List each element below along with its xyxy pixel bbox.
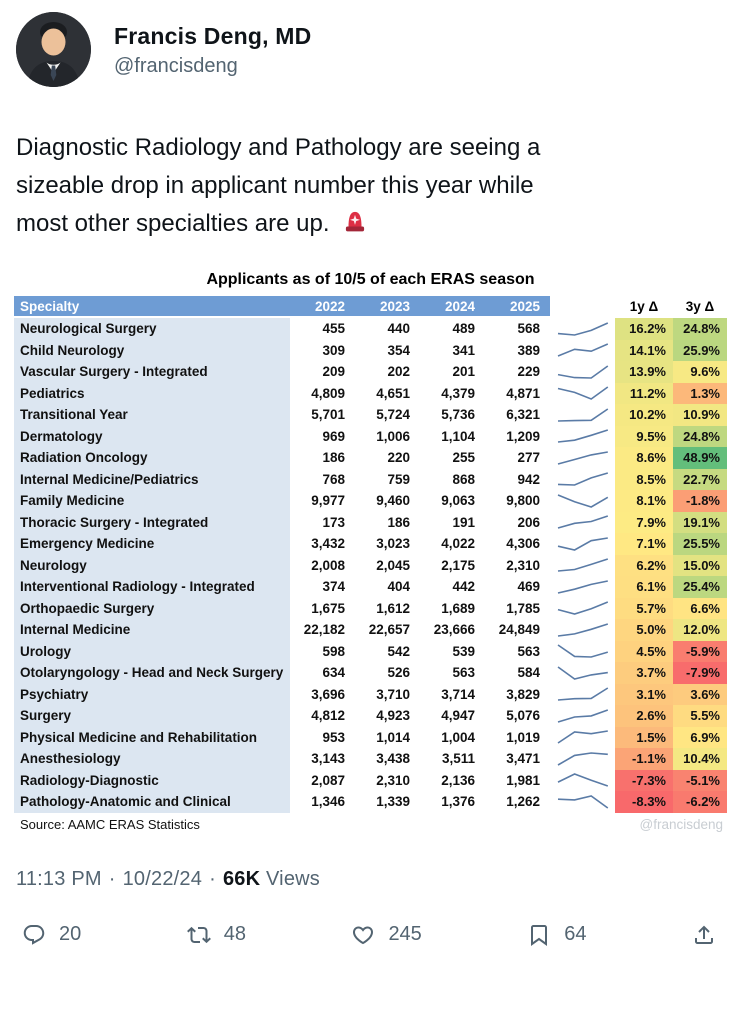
specialty-name: Interventional Radiology - Integrated (14, 576, 290, 598)
specialty-name: Urology (14, 641, 290, 663)
trend-sparkline (550, 318, 615, 340)
trend-sparkline-graphic (554, 406, 612, 424)
applicant-count: 1,612 (355, 598, 420, 620)
trend-sparkline (550, 576, 615, 598)
post-time: 11:13 PM (16, 867, 102, 890)
specialty-name: Internal Medicine/Pediatrics (14, 469, 290, 491)
applicant-count: 539 (420, 641, 485, 663)
delta-1y: 7.1% (615, 533, 673, 555)
delta-3y: 24.8% (673, 426, 727, 448)
delta-1y: 16.2% (615, 318, 673, 340)
applicant-count: 526 (355, 662, 420, 684)
trend-sparkline (550, 727, 615, 749)
delta-1y: 10.2% (615, 404, 673, 426)
applicant-count: 374 (290, 576, 355, 598)
specialty-name: Radiation Oncology (14, 447, 290, 469)
col-header-3y-delta: 3y Δ (673, 296, 727, 318)
specialty-name: Orthopaedic Surgery (14, 598, 290, 620)
trend-sparkline (550, 447, 615, 469)
specialty-name: Dermatology (14, 426, 290, 448)
repost-icon (187, 923, 211, 947)
applicant-count: 2,175 (420, 555, 485, 577)
applicant-count: 309 (290, 340, 355, 362)
trend-sparkline-graphic (554, 771, 612, 789)
applicant-count: 563 (420, 662, 485, 684)
table-watermark: @francisdeng (639, 816, 723, 832)
post-text (16, 129, 730, 243)
post-text-line (16, 205, 730, 243)
delta-1y: 9.5% (615, 426, 673, 448)
applicant-count: 3,471 (485, 748, 550, 770)
delta-3y: 48.9% (673, 447, 727, 469)
trend-sparkline (550, 512, 615, 534)
delta-3y: 25.9% (673, 340, 727, 362)
trend-sparkline (550, 791, 615, 813)
delta-3y: 12.0% (673, 619, 727, 641)
reply-count: 20 (59, 923, 82, 945)
post-text-line: sizeable drop in applicant number this year while (16, 172, 534, 199)
delta-1y: 8.5% (615, 469, 673, 491)
specialty-name: Physical Medicine and Rehabilitation (14, 727, 290, 749)
trend-sparkline (550, 684, 615, 706)
specialty-name: Neurological Surgery (14, 318, 290, 340)
delta-3y: -1.8% (673, 490, 727, 512)
action-bar (16, 923, 730, 947)
applicant-count: 3,714 (420, 684, 485, 706)
col-header-year: 2024 (420, 296, 485, 318)
trend-sparkline (550, 598, 615, 620)
applicant-count: 4,379 (420, 383, 485, 405)
applicant-count: 22,657 (355, 619, 420, 641)
applicant-count: 3,696 (290, 684, 355, 706)
trend-sparkline (550, 770, 615, 792)
delta-3y: 19.1% (673, 512, 727, 534)
avatar[interactable] (16, 12, 91, 87)
meta-separator: · (209, 867, 216, 890)
applicant-count: 404 (355, 576, 420, 598)
applicants-table (14, 296, 727, 813)
applicant-count: 1,014 (355, 727, 420, 749)
applicant-count: 1,262 (485, 791, 550, 813)
applicant-count: 1,104 (420, 426, 485, 448)
applicant-count: 4,809 (290, 383, 355, 405)
repost-count: 48 (223, 923, 246, 945)
applicant-count: 1,209 (485, 426, 550, 448)
delta-1y: 4.5% (615, 641, 673, 663)
applicant-count: 186 (355, 512, 420, 534)
applicant-count: 1,346 (290, 791, 355, 813)
delta-3y: -7.9% (673, 662, 727, 684)
specialty-name: Surgery (14, 705, 290, 727)
applicant-count: 584 (485, 662, 550, 684)
applicant-count: 942 (485, 469, 550, 491)
applicant-count: 186 (290, 447, 355, 469)
like-count: 245 (388, 923, 422, 945)
trend-sparkline-graphic (554, 341, 612, 359)
applicant-count: 4,306 (485, 533, 550, 555)
applicant-count: 3,023 (355, 533, 420, 555)
delta-1y: 8.6% (615, 447, 673, 469)
delta-1y: 5.0% (615, 619, 673, 641)
applicant-count: 440 (355, 318, 420, 340)
delta-1y: 14.1% (615, 340, 673, 362)
applicant-count: 489 (420, 318, 485, 340)
applicant-count: 969 (290, 426, 355, 448)
applicant-count: 277 (485, 447, 550, 469)
specialty-name: Psychiatry (14, 684, 290, 706)
applicant-count: 1,785 (485, 598, 550, 620)
applicant-count: 2,045 (355, 555, 420, 577)
applicant-count: 6,321 (485, 404, 550, 426)
trend-sparkline (550, 383, 615, 405)
post-meta (16, 868, 730, 891)
applicant-count: 4,022 (420, 533, 485, 555)
applicant-count: 953 (290, 727, 355, 749)
delta-1y: -1.1% (615, 748, 673, 770)
specialty-name: Otolaryngology - Head and Neck Surgery (14, 662, 290, 684)
applicant-count: 9,460 (355, 490, 420, 512)
delta-1y: -8.3% (615, 791, 673, 813)
col-header-1y-delta: 1y Δ (615, 296, 673, 318)
trend-sparkline-graphic (554, 492, 612, 510)
table-footer (14, 817, 727, 832)
applicant-count: 4,812 (290, 705, 355, 727)
applicant-count: 22,182 (290, 619, 355, 641)
applicant-count: 9,063 (420, 490, 485, 512)
trend-sparkline (550, 490, 615, 512)
delta-3y: 25.4% (673, 576, 727, 598)
delta-1y: 1.5% (615, 727, 673, 749)
col-header-year: 2025 (485, 296, 550, 318)
col-header-year: 2022 (290, 296, 355, 318)
applicant-count: 229 (485, 361, 550, 383)
delta-3y: -5.1% (673, 770, 727, 792)
applicant-count: 455 (290, 318, 355, 340)
applicant-count: 3,432 (290, 533, 355, 555)
specialty-name: Internal Medicine (14, 619, 290, 641)
trend-sparkline (550, 426, 615, 448)
trend-sparkline-graphic (554, 363, 612, 381)
delta-3y: -6.2% (673, 791, 727, 813)
applicant-count: 2,310 (355, 770, 420, 792)
col-header-specialty: Specialty (14, 296, 290, 318)
trend-sparkline-graphic (554, 685, 612, 703)
delta-1y: 2.6% (615, 705, 673, 727)
applicant-count: 442 (420, 576, 485, 598)
applicant-count: 191 (420, 512, 485, 534)
trend-sparkline-graphic (554, 578, 612, 596)
trend-sparkline (550, 533, 615, 555)
applicant-count: 768 (290, 469, 355, 491)
applicant-count: 5,076 (485, 705, 550, 727)
trend-sparkline (550, 555, 615, 577)
trend-sparkline (550, 748, 615, 770)
trend-sparkline-graphic (554, 384, 612, 402)
delta-1y: 7.9% (615, 512, 673, 534)
delta-3y: 6.9% (673, 727, 727, 749)
trend-sparkline-graphic (554, 707, 612, 725)
trend-sparkline (550, 469, 615, 491)
post-header (16, 12, 730, 87)
views-count: 66K (222, 867, 261, 890)
trend-sparkline (550, 340, 615, 362)
applicant-count: 220 (355, 447, 420, 469)
applicant-count: 1,019 (485, 727, 550, 749)
applicant-count: 1,004 (420, 727, 485, 749)
specialty-name: Child Neurology (14, 340, 290, 362)
applicant-count: 598 (290, 641, 355, 663)
views-label: Views (266, 867, 320, 890)
trend-sparkline-graphic (554, 664, 612, 682)
trend-sparkline (550, 641, 615, 663)
applicant-count: 255 (420, 447, 485, 469)
bookmark-count: 64 (564, 923, 587, 945)
share-button[interactable] (692, 923, 716, 947)
applicant-count: 9,977 (290, 490, 355, 512)
specialty-name: Family Medicine (14, 490, 290, 512)
specialty-name: Emergency Medicine (14, 533, 290, 555)
trend-sparkline-graphic (554, 556, 612, 574)
specialty-name: Anesthesiology (14, 748, 290, 770)
applicant-count: 568 (485, 318, 550, 340)
trend-sparkline-graphic (554, 513, 612, 531)
applicant-count: 5,736 (420, 404, 485, 426)
applicant-count: 634 (290, 662, 355, 684)
applicant-count: 1,675 (290, 598, 355, 620)
delta-3y: 10.9% (673, 404, 727, 426)
post-date[interactable]: 10/22/24 (122, 867, 203, 890)
applicant-count: 24,849 (485, 619, 550, 641)
trend-sparkline-graphic (554, 793, 612, 811)
applicant-count: 2,008 (290, 555, 355, 577)
delta-3y: 5.5% (673, 705, 727, 727)
trend-sparkline-graphic (554, 449, 612, 467)
delta-1y: 13.9% (615, 361, 673, 383)
trend-sparkline-graphic (554, 621, 612, 639)
delta-3y: 6.6% (673, 598, 727, 620)
delta-1y: 6.2% (615, 555, 673, 577)
bookmark-icon (527, 923, 551, 947)
applicant-count: 2,310 (485, 555, 550, 577)
applicant-count: 202 (355, 361, 420, 383)
post-text-line: Diagnostic Radiology and Pathology are seeing a (16, 134, 541, 161)
applicant-count: 5,701 (290, 404, 355, 426)
post-text-line-content: most other specialties are up. (16, 210, 330, 237)
applicant-count: 173 (290, 512, 355, 534)
share-icon (692, 923, 716, 947)
applicant-count: 2,136 (420, 770, 485, 792)
specialty-name: Thoracic Surgery - Integrated (14, 512, 290, 534)
specialty-name: Pediatrics (14, 383, 290, 405)
trend-sparkline (550, 361, 615, 383)
bookmark-button[interactable] (527, 923, 586, 947)
applicant-count: 1,339 (355, 791, 420, 813)
trend-sparkline (550, 705, 615, 727)
delta-3y: 1.3% (673, 383, 727, 405)
reply-icon (22, 923, 46, 947)
delta-1y: 3.7% (615, 662, 673, 684)
applicant-count: 3,710 (355, 684, 420, 706)
applicant-count: 23,666 (420, 619, 485, 641)
trend-sparkline-graphic (554, 728, 612, 746)
delta-1y: 5.7% (615, 598, 673, 620)
applicant-count: 3,143 (290, 748, 355, 770)
delta-3y: 9.6% (673, 361, 727, 383)
trend-sparkline-graphic (554, 535, 612, 553)
specialty-name: Neurology (14, 555, 290, 577)
reply-button[interactable] (22, 923, 81, 947)
trend-sparkline-graphic (554, 470, 612, 488)
specialty-name: Pathology-Anatomic and Clinical (14, 791, 290, 813)
applicant-count: 5,724 (355, 404, 420, 426)
applicant-count: 9,800 (485, 490, 550, 512)
applicant-count: 201 (420, 361, 485, 383)
delta-3y: 10.4% (673, 748, 727, 770)
like-icon (351, 923, 375, 947)
meta-separator: · (108, 867, 116, 890)
delta-3y: 3.6% (673, 684, 727, 706)
applicant-count: 542 (355, 641, 420, 663)
applicant-count: 354 (355, 340, 420, 362)
applicant-count: 2,087 (290, 770, 355, 792)
applicant-count: 389 (485, 340, 550, 362)
delta-1y: 11.2% (615, 383, 673, 405)
applicant-count: 563 (485, 641, 550, 663)
author-name[interactable]: Francis Deng, MD (114, 22, 312, 49)
applicant-count: 868 (420, 469, 485, 491)
applicants-table-figure (14, 271, 727, 832)
applicant-count: 1,006 (355, 426, 420, 448)
trend-sparkline-graphic (554, 750, 612, 768)
specialty-name: Transitional Year (14, 404, 290, 426)
police-car-light-emoji (342, 209, 368, 235)
table-title: Applicants as of 10/5 of each ERAS season (206, 271, 535, 288)
delta-3y: 24.8% (673, 318, 727, 340)
trend-sparkline-graphic (554, 320, 612, 338)
avatar-portrait-graphic (16, 12, 91, 87)
applicant-count: 3,438 (355, 748, 420, 770)
delta-3y: -5.9% (673, 641, 727, 663)
author-handle[interactable]: @francisdeng (114, 54, 238, 77)
applicant-count: 1,689 (420, 598, 485, 620)
like-button[interactable] (351, 923, 421, 947)
col-header-year: 2023 (355, 296, 420, 318)
applicant-count: 759 (355, 469, 420, 491)
delta-1y: 8.1% (615, 490, 673, 512)
trend-sparkline (550, 404, 615, 426)
applicant-count: 4,947 (420, 705, 485, 727)
applicant-count: 469 (485, 576, 550, 598)
applicant-count: 4,923 (355, 705, 420, 727)
applicant-count: 1,376 (420, 791, 485, 813)
trend-sparkline (550, 619, 615, 641)
repost-button[interactable] (187, 923, 246, 947)
delta-3y: 15.0% (673, 555, 727, 577)
applicant-count: 4,651 (355, 383, 420, 405)
delta-1y: 6.1% (615, 576, 673, 598)
author-block (114, 22, 311, 78)
delta-3y: 22.7% (673, 469, 727, 491)
specialty-name: Radiology-Diagnostic (14, 770, 290, 792)
applicant-count: 206 (485, 512, 550, 534)
applicant-count: 209 (290, 361, 355, 383)
applicant-count: 1,981 (485, 770, 550, 792)
specialty-name: Vascular Surgery - Integrated (14, 361, 290, 383)
trend-sparkline-graphic (554, 599, 612, 617)
applicant-count: 3,829 (485, 684, 550, 706)
trend-sparkline-graphic (554, 427, 612, 445)
applicant-count: 4,871 (485, 383, 550, 405)
delta-1y: 3.1% (615, 684, 673, 706)
applicant-count: 341 (420, 340, 485, 362)
col-header-trend (550, 296, 615, 318)
applicant-count: 3,511 (420, 748, 485, 770)
table-source: Source: AAMC ERAS Statistics (20, 816, 200, 832)
trend-sparkline-graphic (554, 642, 612, 660)
delta-1y: -7.3% (615, 770, 673, 792)
trend-sparkline (550, 662, 615, 684)
delta-3y: 25.5% (673, 533, 727, 555)
